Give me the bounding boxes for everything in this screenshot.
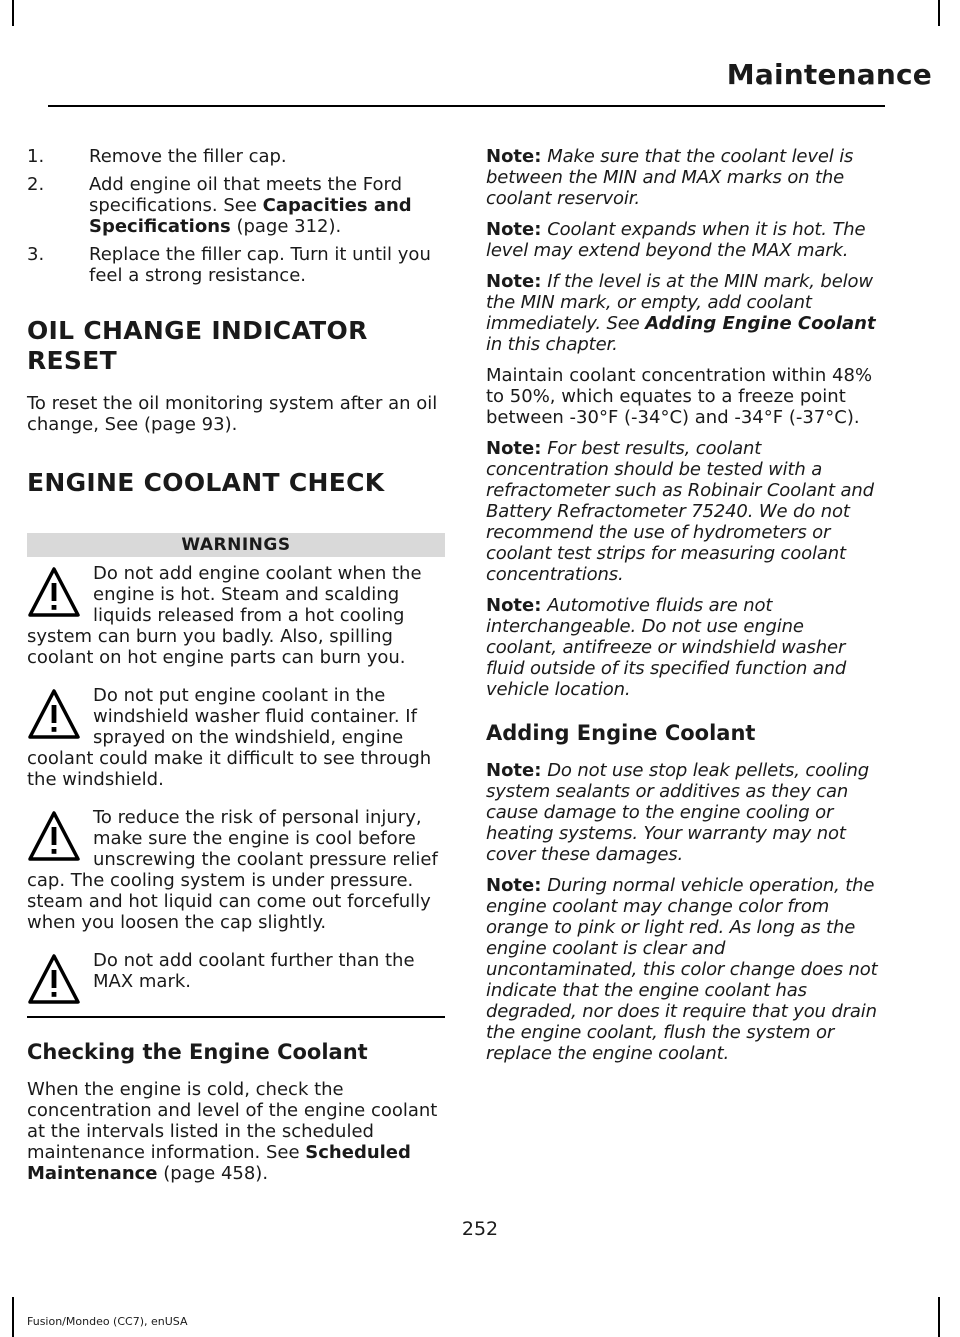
step-number: 3.: [27, 244, 45, 265]
warning-item: [27, 807, 445, 933]
note-text: If the level is at the MIN mark, below the MIN mark, or empty, add coolant immediately. See: [486, 271, 873, 334]
list-item: [27, 174, 445, 237]
oil-fill-steps: [27, 146, 445, 286]
note-text: For best results, coolant concentration should be tested with a refractometer such as Robinair Coolant and Battery Refractometer 75240. We do not recommend the use of hydrometers or coolant test strips for measuring coolant concentrations.: [486, 438, 874, 585]
warning-item: [27, 563, 445, 668]
body-text: To reset the oil monitoring system after an oil change, See (page 93).: [27, 393, 438, 435]
cross-reference-link[interactable]: Capacities and Specifications: [89, 195, 412, 237]
crop-mark: [12, 0, 14, 26]
note: [486, 146, 880, 209]
note: [486, 760, 880, 865]
note: [486, 271, 880, 355]
body-text: Maintain coolant concentration within 48% to 50%, which equates to a freeze point between -30°F (-34°C) and -34°F (-37°C).: [486, 365, 873, 428]
left-column: [27, 146, 445, 1184]
step-text: Replace the filler cap. Turn it until you feel a strong resistance.: [89, 244, 431, 286]
note-text: Make sure that the coolant level is between the MIN and MAX marks on the coolant reservoir.: [486, 146, 854, 209]
body-text: [27, 1079, 445, 1184]
right-column: [486, 146, 880, 1064]
note-label: Note:: [486, 438, 542, 459]
note-text: During normal vehicle operation, the engine coolant may change color from orange to pink or light red. As long as the engine coolant is clear and uncontaminated, this color change does not indicate that the engine coolant has degraded, nor does it require that you drain the engine coolant, flush the system or replace the engine coolant.: [486, 875, 878, 1064]
cross-reference-link[interactable]: Adding Engine Coolant: [645, 313, 876, 334]
section-heading-engine-coolant-check: ENGINE COOLANT CHECK: [27, 468, 385, 497]
note: [486, 875, 880, 1064]
note-label: Note:: [486, 760, 542, 781]
warnings-divider: [27, 1016, 445, 1018]
warning-item: [27, 950, 445, 1010]
note: [486, 438, 880, 585]
warning-triangle-icon: [27, 565, 81, 619]
warning-text: To reduce the risk of personal injury, make sure the engine is cool before unscrewing the coolant pressure relief cap. The cooling system is under pressure. steam and hot liquid can come out forcefully when you loosen the cap slightly.: [27, 807, 438, 933]
warning-text: Do not add engine coolant when the engine is hot. Steam and scalding liquids released from a hot cooling system can burn you badly. Also, spilling coolant on hot engine parts can burn you.: [27, 563, 422, 668]
page-number: 252: [461, 1218, 499, 1240]
step-text: (page 312).: [230, 216, 342, 237]
crop-mark: [938, 0, 940, 26]
warning-triangle-icon: [27, 952, 81, 1006]
warning-triangle-icon: [27, 809, 81, 863]
header-divider: [48, 105, 885, 107]
warning-triangle-icon: [27, 687, 81, 741]
body-text-run: (page 458).: [157, 1163, 269, 1184]
warning-text: Do not put engine coolant in the windshield washer fluid container. If sprayed on the windshield, engine coolant could make it difficult to see through the windshield.: [27, 685, 432, 790]
note-label: Note:: [486, 595, 542, 616]
note: [486, 219, 880, 261]
subsection-heading-adding-coolant: Adding Engine Coolant: [486, 721, 756, 745]
body-text-run: When the engine is cold, check the concentration and level of the engine coolant at the intervals listed in the scheduled maintenance information. See: [27, 1079, 438, 1163]
heading-line: OIL CHANGE INDICATOR: [27, 316, 368, 345]
note-text: in this chapter.: [486, 334, 618, 355]
step-number: 1.: [27, 146, 45, 167]
list-item: [27, 244, 445, 286]
warning-text: Do not add coolant further than the MAX mark.: [93, 950, 415, 992]
note-text: Automotive fluids are not interchangeable. Do not use engine coolant, antifreeze or windshield washer fluid outside of its specified function and vehicle location.: [486, 595, 847, 700]
warnings-header: WARNINGS: [27, 533, 445, 557]
list-item: [27, 146, 445, 167]
section-heading-oil-change-reset: [27, 316, 445, 376]
note-text: Coolant expands when it is hot. The level may extend beyond the MAX mark.: [486, 219, 866, 261]
cross-reference-link[interactable]: Scheduled Maintenance: [27, 1142, 411, 1184]
step-text: Add engine oil that meets the Ford specifications. See: [89, 174, 403, 216]
crop-mark: [12, 1297, 14, 1337]
note-label: Note:: [486, 146, 542, 167]
note-label: Note:: [486, 875, 542, 896]
note-label: Note:: [486, 271, 542, 292]
warning-item: [27, 685, 445, 790]
heading-line: RESET: [27, 346, 117, 375]
footer-model-info: Fusion/Mondeo (CC7), enUSA: [27, 1315, 188, 1328]
note-label: Note:: [486, 219, 542, 240]
step-text: Remove the filler cap.: [89, 146, 287, 167]
page-header-title: Maintenance: [726, 58, 932, 91]
subsection-heading-checking-coolant: Checking the Engine Coolant: [27, 1040, 368, 1064]
note: [486, 595, 880, 700]
step-number: 2.: [27, 174, 45, 195]
crop-mark: [938, 1297, 940, 1337]
note-text: Do not use stop leak pellets, cooling system sealants or additives as they can cause damage to the engine cooling or heating systems. Your warranty may not cover these damages.: [486, 760, 870, 865]
